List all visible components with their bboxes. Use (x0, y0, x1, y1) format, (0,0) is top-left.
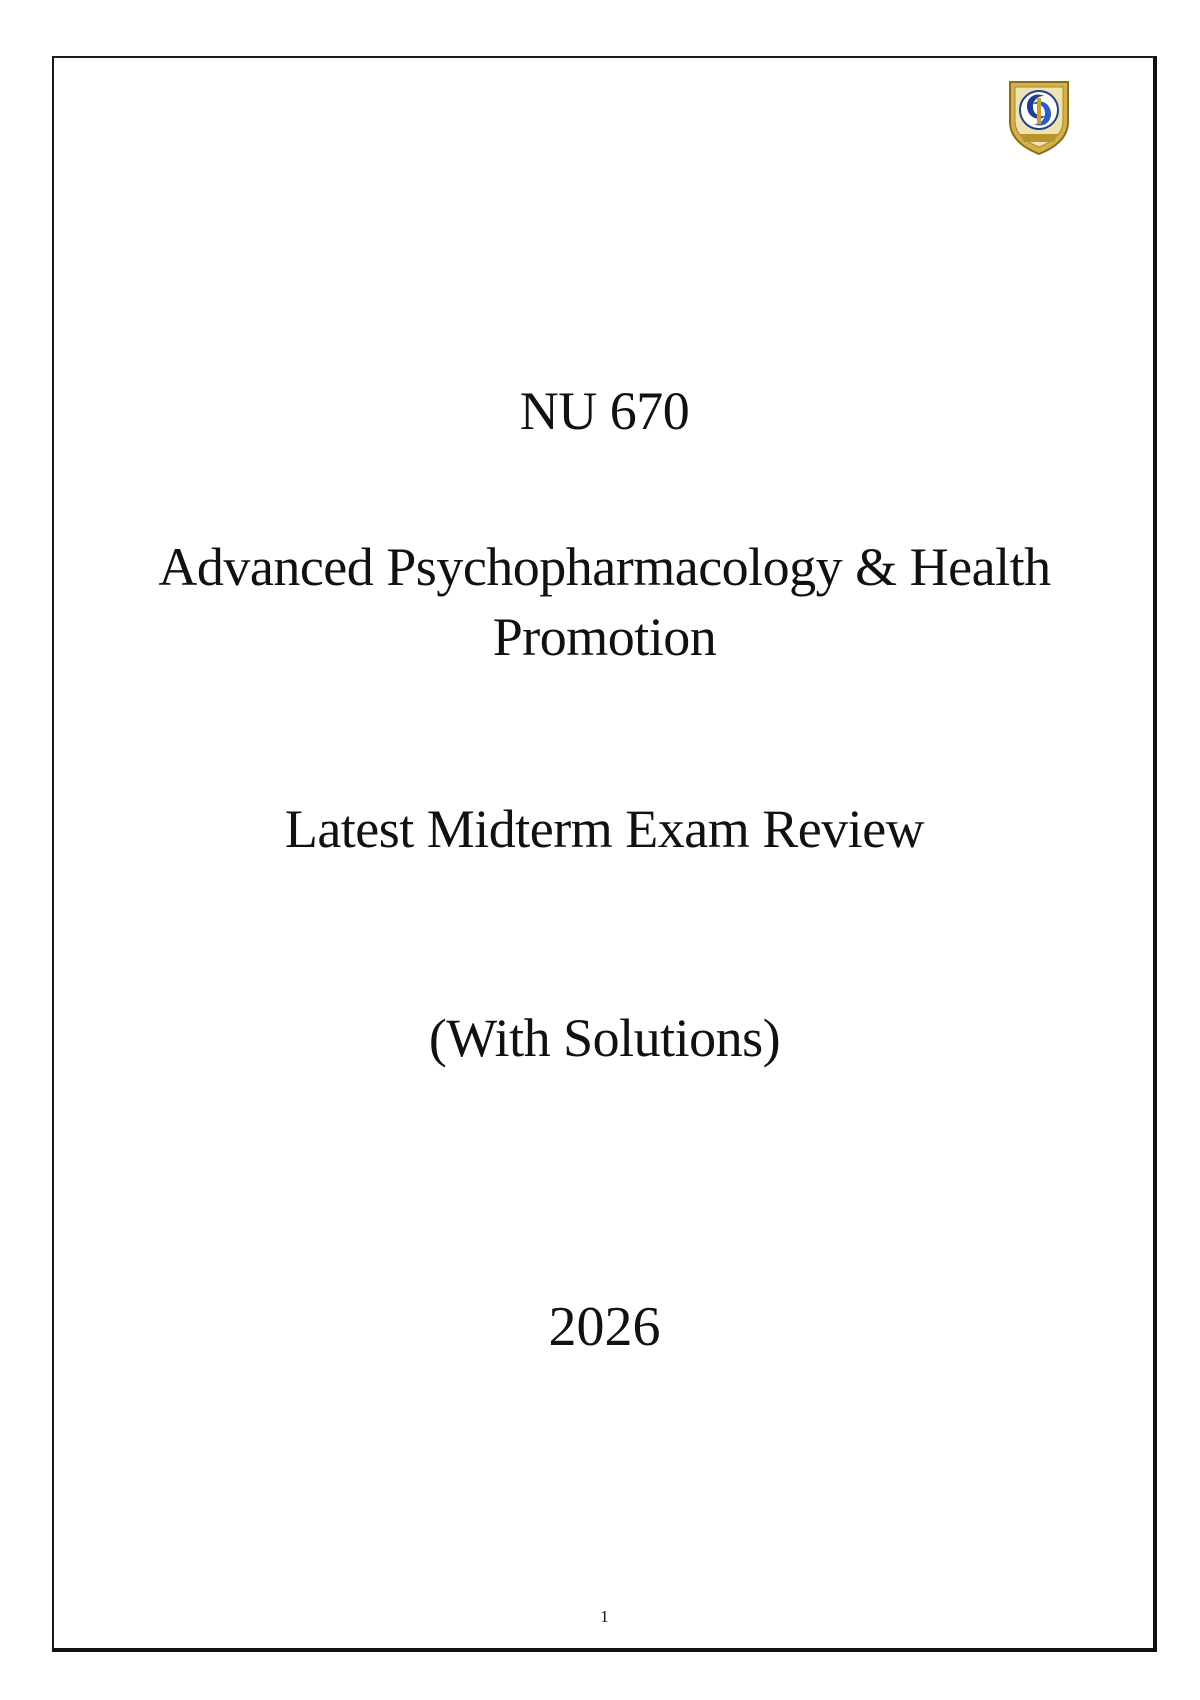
solutions-note: (With Solutions) (428, 1008, 781, 1068)
course-code: NU 670 (519, 381, 690, 441)
course-name (52, 532, 1157, 672)
exam-year: 2026 (548, 1296, 661, 1358)
course-name-line-2: Promotion (492, 607, 717, 667)
exam-title: Latest Midterm Exam Review (284, 799, 925, 859)
page-number: 1 (600, 1607, 609, 1626)
university-seal-icon (1004, 76, 1074, 156)
course-name-line-1: Advanced Psychopharmacology & Health (158, 537, 1051, 597)
